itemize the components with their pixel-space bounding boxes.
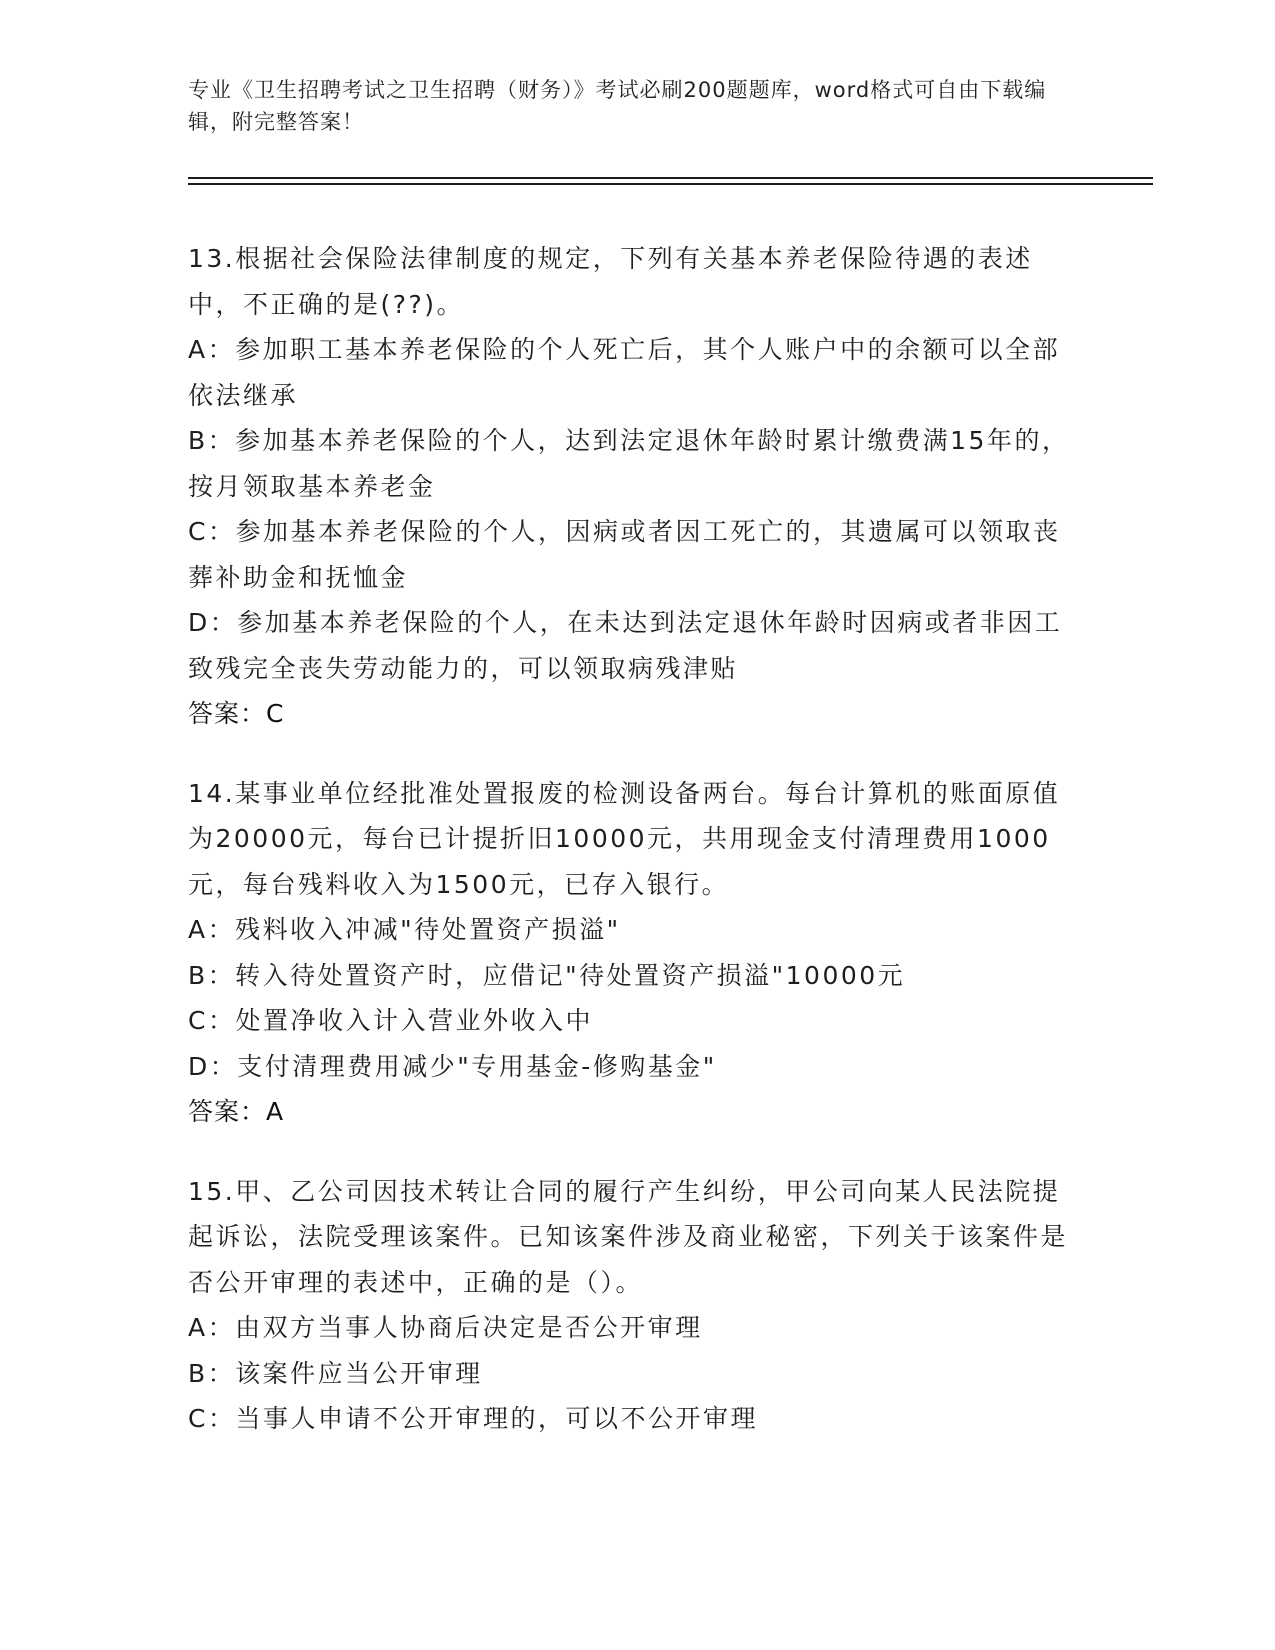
header-note: 专业《卫生招聘考试之卫生招聘（财务）》考试必刷200题题库，word格式可自由下载编辑，附完整答案！ xyxy=(188,78,1047,134)
question-stem: 14.某事业单位经批准处置报废的检测设备两台。每台计算机的账面原值为20000元，每台已计提折旧10000元，共用现金支付清理费用1000元，每台残料收入为1500元，已存入银行。 xyxy=(188,778,1061,899)
option-a: A：由双方当事人协商后决定是否公开审理 xyxy=(188,1313,703,1342)
question-14 xyxy=(188,771,1078,1135)
option-a: A：残料收入冲减"待处置资产损溢" xyxy=(188,915,621,944)
answer-label: 答案：C xyxy=(188,699,285,728)
question-15 xyxy=(188,1169,1078,1442)
option-a: A：参加职工基本养老保险的个人死亡后，其个人账户中的余额可以全部依法继承 xyxy=(188,335,1061,410)
option-d: D：参加基本养老保险的个人，在未达到法定退休年龄时因病或者非因工致残完全丧失劳动能力的，可以领取病残津贴 xyxy=(188,608,1063,683)
header-divider xyxy=(188,183,1153,185)
option-b: B：参加基本养老保险的个人，达到法定退休年龄时累计缴费满15年的，按月领取基本养老金 xyxy=(188,426,1070,501)
question-13 xyxy=(188,236,1078,737)
option-c: C：处置净收入计入营业外收入中 xyxy=(188,1006,593,1035)
question-stem: 15.甲、乙公司因技术转让合同的履行产生纠纷，甲公司向某人民法院提起诉讼，法院受理该案件。已知该案件涉及商业秘密，下列关于该案件是否公开审理的表述中，正确的是（）。 xyxy=(188,1176,1069,1297)
questions-area xyxy=(188,236,1078,1476)
option-b: B：该案件应当公开审理 xyxy=(188,1358,483,1388)
answer-label: 答案：A xyxy=(188,1097,285,1126)
option-b: B：转入待处置资产时，应借记"待处置资产损溢"10000元 xyxy=(188,960,906,990)
option-d: D：支付清理费用减少"专用基金-修购基金" xyxy=(188,1051,717,1081)
question-stem: 13.根据社会保险法律制度的规定，下列有关基本养老保险待遇的表述中，不正确的是(??)。 xyxy=(188,244,1033,319)
header-divider xyxy=(188,177,1153,179)
option-c: C：当事人申请不公开审理的，可以不公开审理 xyxy=(188,1404,758,1433)
option-c: C：参加基本养老保险的个人，因病或者因工死亡的，其遗属可以领取丧葬补助金和抚恤金 xyxy=(188,517,1061,592)
